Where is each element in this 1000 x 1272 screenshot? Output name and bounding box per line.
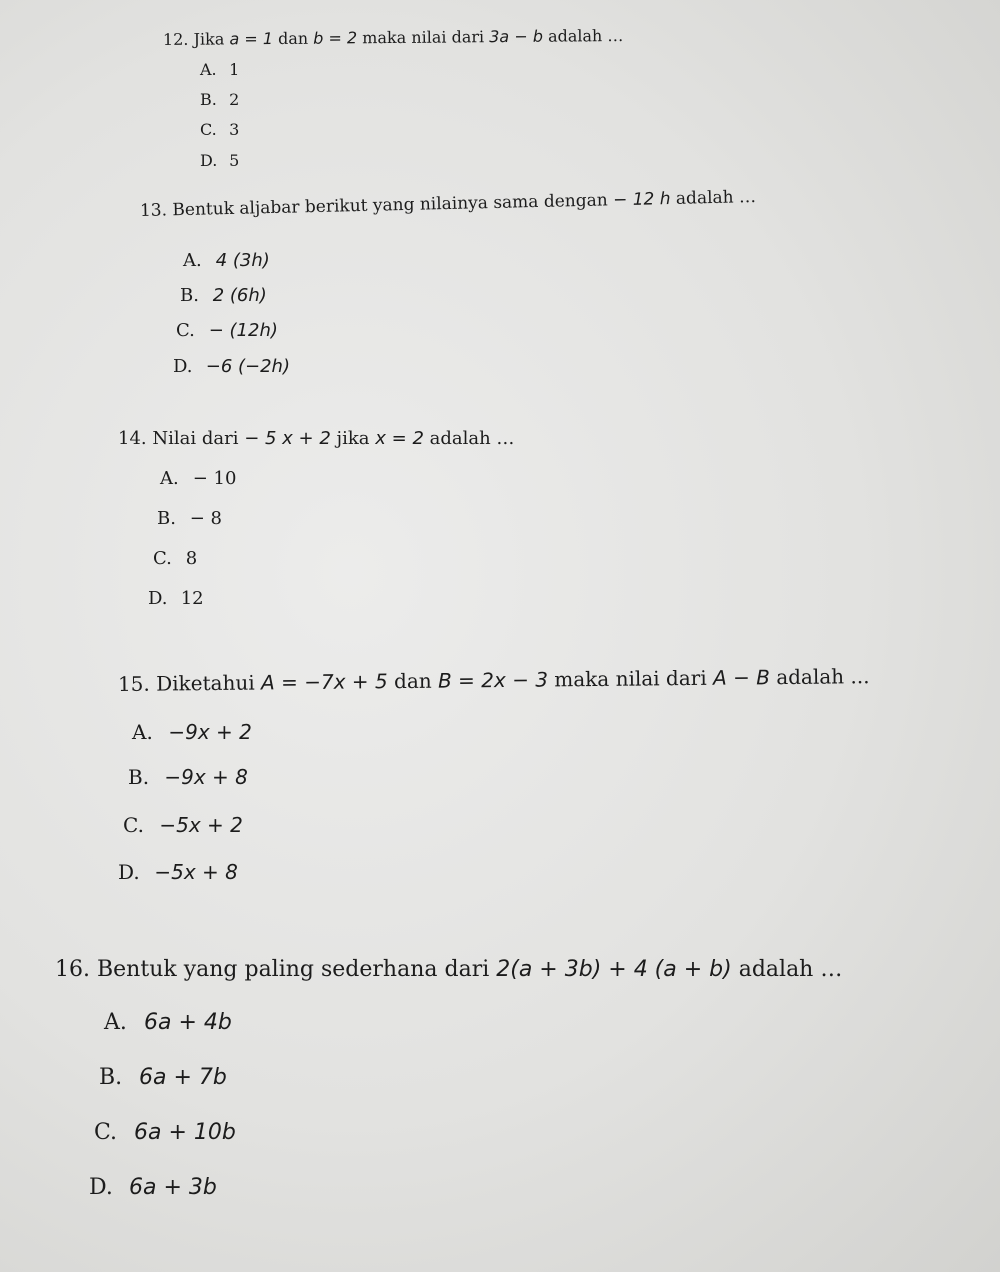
option-d[interactable] (148, 588, 204, 609)
option-letter: C. (153, 548, 172, 569)
math-expression: a = 1 (229, 29, 274, 49)
question-text: Nilai dari (152, 428, 239, 449)
question-number: 16. (55, 957, 90, 982)
option-d[interactable] (89, 1175, 217, 1200)
question-text: jika (336, 428, 370, 449)
question-text: dan (393, 668, 432, 694)
question-text: adalah … (429, 428, 515, 449)
option-text: 3 (229, 120, 240, 139)
option-c[interactable] (176, 320, 278, 341)
math-expression: − 12 h (612, 188, 671, 211)
option-a[interactable] (200, 60, 239, 79)
option-d[interactable] (200, 151, 239, 170)
question-16 (55, 957, 842, 982)
option-letter: A. (104, 1010, 127, 1035)
option-letter: A. (183, 250, 202, 271)
option-letter: D. (200, 151, 218, 170)
option-letter: C. (176, 320, 195, 341)
option-letter: A. (132, 720, 153, 744)
option-b[interactable] (99, 1065, 227, 1090)
question-number: 15. (117, 671, 150, 696)
option-letter: D. (118, 860, 140, 884)
question-13 (140, 187, 756, 221)
question-12 (163, 26, 624, 49)
option-text: 2 (229, 90, 240, 109)
question-text: Diketahui (156, 670, 255, 696)
question-text: adalah ... (776, 664, 870, 690)
option-letter: C. (200, 120, 217, 139)
option-text: − (12h) (208, 320, 278, 341)
option-text: 6a + 7b (139, 1065, 227, 1090)
option-text: − 10 (192, 468, 237, 489)
option-letter: D. (173, 356, 193, 377)
option-text: −9x + 8 (164, 765, 248, 789)
question-14 (118, 428, 514, 449)
question-text: maka nilai dari (362, 27, 485, 48)
math-expression: 3a − b (489, 26, 544, 47)
question-text: dan (277, 28, 309, 48)
option-letter: D. (89, 1175, 113, 1200)
math-expression: − 5 x + 2 (244, 428, 331, 449)
option-text: −5x + 8 (154, 860, 238, 884)
math-expression: A − B (712, 665, 771, 690)
option-letter: B. (157, 508, 176, 529)
math-expression: 2(a + 3b) + 4 (a + b) (496, 957, 732, 982)
option-c[interactable] (123, 813, 243, 837)
question-text: adalah … (547, 25, 624, 46)
option-letter: A. (200, 60, 217, 79)
option-c[interactable] (153, 548, 197, 569)
option-letter: A. (160, 468, 179, 489)
option-letter: B. (180, 285, 199, 306)
option-letter: C. (123, 813, 144, 837)
math-expression: B = 2x − 3 (437, 667, 549, 693)
question-number: 13. (139, 200, 168, 221)
option-c[interactable] (200, 120, 239, 139)
math-expression: b = 2 (313, 28, 358, 48)
question-text: Bentuk yang paling sederhana dari (97, 957, 490, 982)
question-text: adalah … (738, 957, 843, 982)
option-text: 1 (229, 60, 240, 79)
option-a[interactable] (104, 1010, 232, 1035)
option-text: 2 (6h) (212, 285, 267, 306)
option-c[interactable] (94, 1120, 236, 1145)
question-text: Jika (193, 29, 225, 49)
option-text: 4 (3h) (215, 250, 270, 271)
option-letter: B. (99, 1065, 123, 1090)
option-text: 12 (180, 588, 204, 609)
option-letter: B. (200, 90, 217, 109)
option-letter: B. (128, 765, 150, 789)
math-expression: x = 2 (375, 428, 424, 449)
option-letter: D. (148, 588, 168, 609)
option-text: 6a + 4b (144, 1010, 232, 1035)
option-letter: C. (94, 1120, 118, 1145)
option-text: −9x + 2 (168, 720, 252, 744)
option-text: 6a + 10b (134, 1120, 236, 1145)
option-b[interactable] (157, 508, 222, 529)
option-a[interactable] (160, 468, 236, 489)
option-text: −5x + 2 (159, 813, 243, 837)
question-15 (118, 664, 870, 696)
question-text: Bentuk aljabar berikut yang nilainya sama dengan (172, 190, 608, 221)
question-number: 12. (162, 29, 189, 49)
option-text: 6a + 3b (129, 1175, 217, 1200)
option-a[interactable] (183, 250, 270, 271)
option-b[interactable] (200, 90, 239, 109)
option-d[interactable] (173, 356, 290, 377)
option-d[interactable] (118, 860, 238, 884)
option-b[interactable] (128, 765, 248, 789)
option-text: 8 (185, 548, 198, 569)
option-a[interactable] (132, 720, 252, 744)
question-text: adalah … (675, 187, 757, 209)
option-b[interactable] (180, 285, 267, 306)
option-text: − 8 (189, 508, 222, 529)
question-number: 14. (118, 428, 147, 449)
option-text: −6 (−2h) (205, 356, 290, 377)
math-expression: A = −7x + 5 (260, 669, 388, 695)
question-text: maka nilai dari (554, 665, 707, 692)
option-text: 5 (229, 151, 240, 170)
